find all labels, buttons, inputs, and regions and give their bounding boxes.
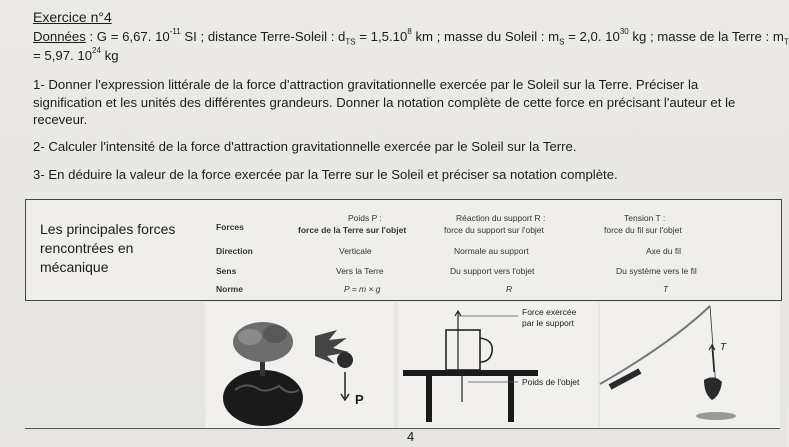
- support-label-1: Force exercée: [522, 307, 577, 317]
- table-top: [403, 370, 538, 376]
- weight-illustration: [205, 302, 394, 429]
- water: [696, 412, 736, 420]
- row-label-forces: Forces: [216, 222, 244, 232]
- question-1-line-2: signification et les unités des différentes grandeurs. Donner la notation complète de cette force en précisant l'auteur et le: [33, 95, 736, 110]
- poids-sens: Vers la Terre: [336, 266, 384, 276]
- forces-table: [25, 199, 782, 301]
- weight-label: P: [355, 392, 364, 407]
- row-label-sens: Sens: [216, 266, 237, 276]
- page-number: 4: [407, 429, 415, 444]
- question-3: 3- En déduire la valeur de la force exercée par la Terre sur le Soleil et préciser sa notation complète.: [33, 167, 618, 182]
- fish: [704, 377, 722, 400]
- reaction-direction: Normale au support: [454, 246, 529, 256]
- poids-title: Poids P :: [348, 213, 382, 223]
- reaction-norme: R: [506, 284, 513, 294]
- earth-globe: [223, 370, 303, 426]
- mug: [446, 330, 480, 370]
- fishing-rod-drawing: [600, 302, 780, 429]
- row-label-norme: Norme: [216, 284, 243, 294]
- tension-subtitle: force du fil sur l'objet: [604, 225, 682, 235]
- table-leg-right: [508, 376, 514, 422]
- tension-title: Tension T :: [624, 213, 666, 223]
- question-1-line-3: receveur.: [33, 112, 88, 127]
- exercise-title: Exercice n°4: [33, 9, 112, 25]
- table-leg-left: [426, 376, 432, 422]
- fishing-rod: [600, 306, 710, 384]
- data-label: Données: [33, 29, 86, 44]
- tension-sens: Du système vers le fil: [616, 266, 697, 276]
- question-1-line-1: 1- Donner l'expression littérale de la force d'attraction gravitationnelle exercée par le Soleil sur la Terre. Préciser la: [33, 77, 699, 92]
- reaction-sens: Du support vers l'objet: [450, 266, 535, 276]
- fruit: [337, 352, 353, 368]
- tension-illustration: [600, 302, 780, 429]
- reaction-title: Réaction du support R :: [456, 213, 546, 223]
- support-label-2: par le support: [522, 318, 574, 328]
- rod-handle: [610, 371, 640, 387]
- data-line-2: = 5,97. $10^{24}$ kg: [33, 46, 119, 63]
- mug-handle: [480, 338, 492, 362]
- question-2: 2- Calculer l'intensité de la force d'attraction gravitationnelle exercée par le Soleil sur la Terre.: [33, 139, 577, 154]
- support-illustration: [398, 302, 598, 429]
- reaction-subtitle: force du support sur l'objet: [444, 225, 544, 235]
- tension-direction: Axe du fil: [646, 246, 681, 256]
- poids-subtitle: force de la Terre sur l'objet: [298, 225, 407, 235]
- tension-label: T: [720, 342, 727, 353]
- poids-direction: Verticale: [339, 246, 372, 256]
- earth-tree-drawing: [205, 302, 394, 429]
- bottom-border: [25, 428, 780, 429]
- row-label-direction: Direction: [216, 246, 253, 256]
- data-line-1: Données : G = 6,67. $10^{-11}$ SI ; distance Terre-Soleil : $d_{TS} = 1,5.10^8$ km ; masse du Soleil : $m_S = 2,0$. $10^{30}$ kg ; masse de la Terre : $m_T$: [33, 27, 789, 47]
- poids-norme: P = m × g: [344, 284, 381, 294]
- support-weight-label: Poids de l'objet: [522, 377, 580, 387]
- tension-norme: T: [663, 284, 669, 294]
- forces-table-heading: Les principales forces rencontrées en mécanique: [40, 221, 176, 275]
